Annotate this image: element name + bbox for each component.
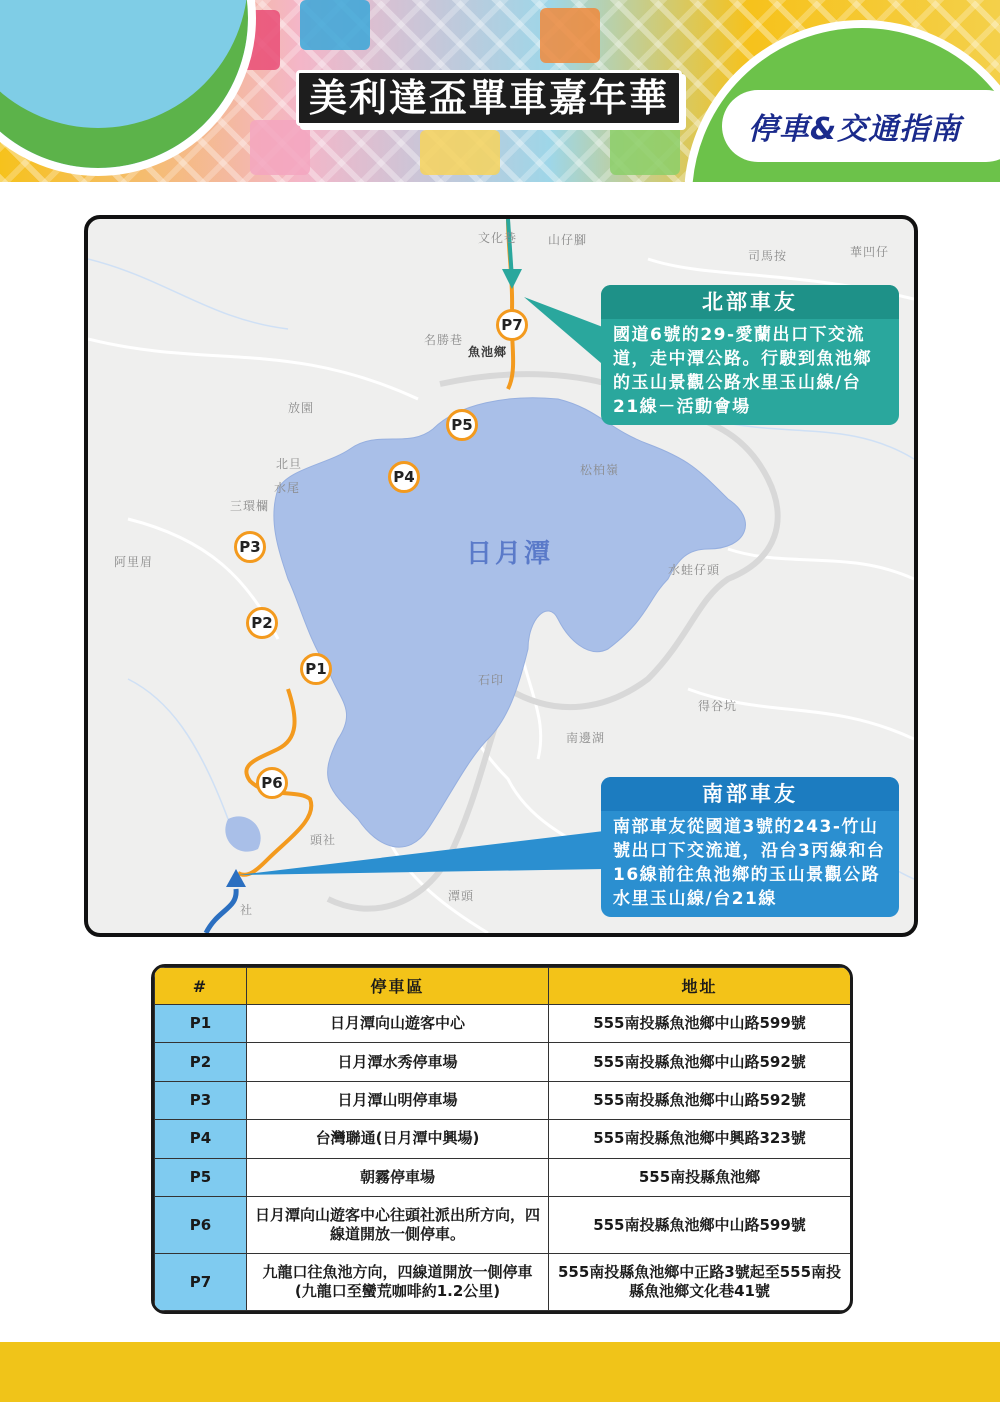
place-label: 魚池鄉 bbox=[468, 345, 508, 359]
place-label: 名勝巷 bbox=[424, 333, 464, 347]
map-panel[interactable] bbox=[84, 215, 918, 937]
page-title: 美利達盃單車嘉年華 bbox=[296, 70, 682, 126]
south-directions-box bbox=[601, 777, 899, 917]
decor-tile bbox=[300, 0, 370, 50]
place-label: 石印 bbox=[478, 673, 505, 687]
row-parking-name: 朝霧停車場 bbox=[247, 1158, 549, 1196]
south-directions-text: 南部車友從國道3號的243-竹山號出口下交流道，沿台3丙線和台16線前往魚池鄉的玉山景觀公路水里玉山線/台21線 bbox=[613, 817, 886, 909]
decor-tile bbox=[610, 120, 680, 175]
place-label: 文化巷 bbox=[478, 231, 518, 245]
parking-marker-p4[interactable]: P4 bbox=[388, 461, 420, 493]
parking-marker-p6[interactable]: P6 bbox=[256, 767, 288, 799]
row-id: P3 bbox=[155, 1081, 247, 1119]
table-header-row bbox=[155, 968, 851, 1005]
lake-label: 日月潭 bbox=[466, 539, 554, 569]
place-label: 南邊湖 bbox=[566, 731, 606, 745]
decor-tile bbox=[420, 130, 500, 175]
row-address: 555南投縣魚池鄉 bbox=[549, 1158, 851, 1196]
parking-marker-p3[interactable]: P3 bbox=[234, 531, 266, 563]
parking-marker-p2[interactable]: P2 bbox=[246, 607, 278, 639]
parking-marker-p1[interactable]: P1 bbox=[300, 653, 332, 685]
row-parking-name: 台灣聯通(日月潭中興場) bbox=[247, 1120, 549, 1158]
table-row bbox=[155, 1005, 851, 1043]
column-header-index: # bbox=[155, 968, 247, 1005]
table-row bbox=[155, 1120, 851, 1158]
table-row bbox=[155, 1197, 851, 1254]
column-header-parking: 停車區 bbox=[247, 968, 549, 1005]
header-banner bbox=[0, 0, 1000, 182]
row-id: P4 bbox=[155, 1120, 247, 1158]
place-label: 阿里眉 bbox=[114, 555, 154, 569]
row-id: P5 bbox=[155, 1158, 247, 1196]
decor-tile bbox=[250, 120, 310, 175]
row-address: 555南投縣魚池鄉中山路599號 bbox=[549, 1197, 851, 1254]
place-label: 頭社 bbox=[310, 833, 337, 847]
decor-tile bbox=[540, 8, 600, 63]
row-id: P1 bbox=[155, 1005, 247, 1043]
parking-marker-p5[interactable]: P5 bbox=[446, 409, 478, 441]
table-row bbox=[155, 1081, 851, 1119]
row-address: 555南投縣魚池鄉中山路592號 bbox=[549, 1081, 851, 1119]
south-arrow-line bbox=[206, 889, 236, 933]
table-row bbox=[155, 1158, 851, 1196]
south-arrow-head bbox=[226, 869, 246, 887]
column-header-address: 地址 bbox=[549, 968, 851, 1005]
north-directions-box bbox=[601, 285, 899, 425]
place-label: 潭頭 bbox=[448, 889, 475, 903]
place-label: 北旦 bbox=[276, 457, 303, 471]
row-id: P7 bbox=[155, 1254, 247, 1311]
place-label: 得谷坑 bbox=[698, 699, 738, 713]
row-parking-name: 日月潭山明停車場 bbox=[247, 1081, 549, 1119]
row-parking-name: 九龍口往魚池方向，四線道開放一側停車(九龍口至蠻荒咖啡約1.2公里) bbox=[247, 1254, 549, 1311]
footer-band bbox=[0, 1342, 1000, 1402]
place-label: 華凹仔 bbox=[850, 245, 890, 259]
north-directions-title: 北部車友 bbox=[601, 285, 899, 319]
place-label: 松柏嶺 bbox=[580, 463, 620, 477]
page-subtitle: 停車&交通指南 bbox=[748, 112, 962, 147]
place-label: 放園 bbox=[288, 401, 315, 415]
parking-marker-p7[interactable]: P7 bbox=[496, 309, 528, 341]
illustration-globe-left bbox=[0, 0, 256, 176]
north-callout-pointer bbox=[524, 297, 608, 369]
parking-table bbox=[151, 964, 853, 1314]
table-row bbox=[155, 1254, 851, 1311]
place-label: 水尾 bbox=[274, 481, 301, 495]
place-label: 山仔腳 bbox=[548, 233, 588, 247]
row-parking-name: 日月潭水秀停車場 bbox=[247, 1043, 549, 1081]
row-id: P2 bbox=[155, 1043, 247, 1081]
row-address: 555南投縣魚池鄉中山路592號 bbox=[549, 1043, 851, 1081]
table-row bbox=[155, 1043, 851, 1081]
north-directions-text: 國道6號的29-愛蘭出口下交流道，走中潭公路。行駛到魚池鄉的玉山景觀公路水里玉山線/台21線－活動會場 bbox=[613, 325, 872, 417]
south-directions-title: 南部車友 bbox=[601, 777, 899, 811]
place-label: 社 bbox=[240, 903, 254, 917]
row-parking-name: 日月潭向山遊客中心往頭社派出所方向，四線道開放一側停車。 bbox=[247, 1197, 549, 1254]
place-label: 司馬按 bbox=[748, 249, 788, 263]
row-address: 555南投縣魚池鄉中正路3號起至555南投縣魚池鄉文化巷41號 bbox=[549, 1254, 851, 1311]
north-arrow-head bbox=[502, 269, 522, 289]
pond-shape bbox=[225, 816, 260, 851]
row-parking-name: 日月潭向山遊客中心 bbox=[247, 1005, 549, 1043]
row-address: 555南投縣魚池鄉中興路323號 bbox=[549, 1120, 851, 1158]
row-id: P6 bbox=[155, 1197, 247, 1254]
row-address: 555南投縣魚池鄉中山路599號 bbox=[549, 1005, 851, 1043]
place-label: 水蛙仔頭 bbox=[668, 563, 721, 577]
place-label: 三環欄 bbox=[230, 499, 270, 513]
